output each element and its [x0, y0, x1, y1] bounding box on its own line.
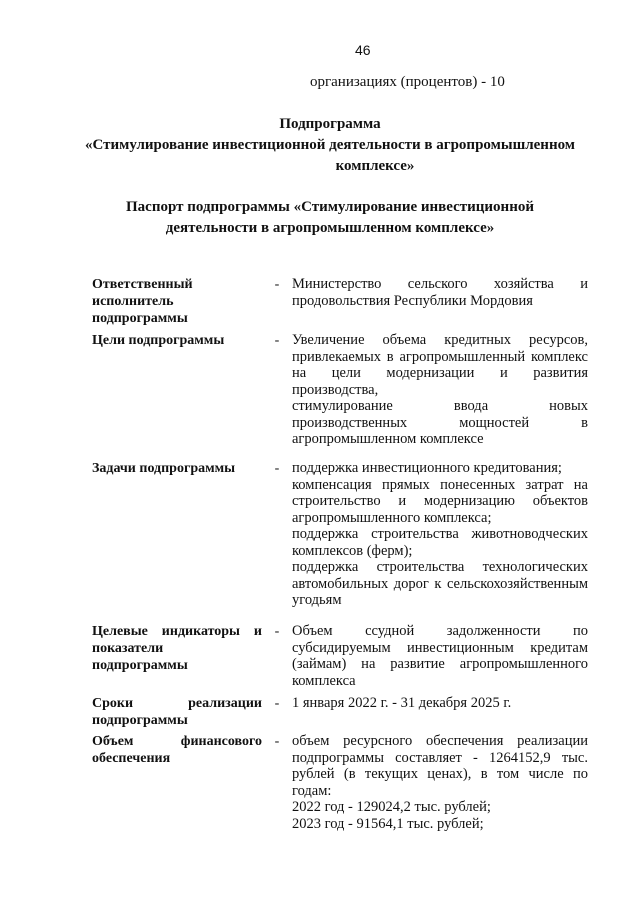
row-value: [292, 695, 588, 712]
carryover-text: организациях (процентов) - 10: [310, 74, 505, 90]
row-dash: -: [274, 624, 280, 639]
subprogram-title-line: Подпрограмма: [279, 116, 381, 132]
passport-row-responsible: [92, 276, 592, 332]
row-dash: -: [274, 461, 280, 476]
passport-row-timeline: [92, 695, 592, 733]
row-dash: -: [274, 333, 280, 348]
row-dash: -: [274, 696, 280, 711]
row-dash: -: [274, 734, 280, 749]
row-label: Ответственный исполнитель подпрограммы: [92, 277, 193, 326]
passport-row-goals: [92, 332, 592, 460]
value-line: Увеличение объема кредитных ресурсов, привлекаемых в агропромышленный комплекс на цели модернизации и развития производства,: [292, 332, 588, 398]
value-line: 2023 год - 91564,1 тыс. рублей;: [292, 815, 484, 832]
passport-row-funding: [92, 733, 592, 832]
value-line: стимулирование ввода новых производственных мощностей в агропромышленном комплексе: [292, 398, 588, 447]
row-value: [292, 332, 588, 448]
value-line: поддержка инвестиционного кредитования;: [292, 460, 562, 476]
value-line: Министерство сельского хозяйства и продовольствия Республики Мордовия: [292, 276, 588, 309]
row-value: [292, 276, 588, 309]
row-label: Целевые индикаторы и показатели подпрограммы: [92, 624, 262, 673]
subprogram-title-line: «Стимулирование инвестиционной деятельности в агропромышленном: [84, 137, 576, 153]
row-label: Задачи подпрограммы: [92, 461, 236, 476]
row-label: Сроки реализации подпрограммы: [92, 696, 262, 728]
value-line: компенсация прямых понесенных затрат на строительство и модернизацию объектов агропромышленного комплекса;: [292, 476, 588, 526]
passport-title: [60, 197, 600, 239]
row-value: [292, 623, 588, 689]
value-line: поддержка строительства технологических автомобильных дорог к сельскохозяйственным угодьям: [292, 559, 588, 608]
page-number: 46: [355, 42, 371, 58]
subprogram-title-line: комплексе»: [335, 158, 415, 174]
passport-title-line: Паспорт подпрограммы «Стимулирование инвестиционной: [126, 199, 534, 215]
value-line: объем ресурсного обеспечения реализации подпрограммы составляет - 1264152,9 тыс. рублей (в текущих ценах), в том числе по годам:: [292, 733, 588, 799]
value-line: 2022 год - 129024,2 тыс. рублей;: [292, 799, 491, 815]
passport-row-tasks: [92, 460, 592, 623]
row-value: [292, 733, 588, 832]
row-label: Объем финансового обеспечения: [92, 734, 262, 766]
subprogram-title: [60, 114, 600, 177]
row-dash: -: [274, 277, 280, 292]
passport-title-line: деятельности в агропромышленном комплексе»: [165, 220, 495, 236]
value-line: 1 января 2022 г. - 31 декабря 2025 г.: [292, 695, 512, 711]
passport-table: [92, 276, 592, 832]
row-value: [292, 460, 588, 609]
value-line: Объем ссудной задолженности по субсидируемым инвестиционным кредитам (займам) на развитие агропромышленного комплекса: [292, 623, 588, 689]
value-line: поддержка строительства животноводческих комплексов (ферм);: [292, 526, 588, 559]
passport-row-indicators: [92, 623, 592, 695]
row-label: Цели подпрограммы: [92, 333, 225, 348]
